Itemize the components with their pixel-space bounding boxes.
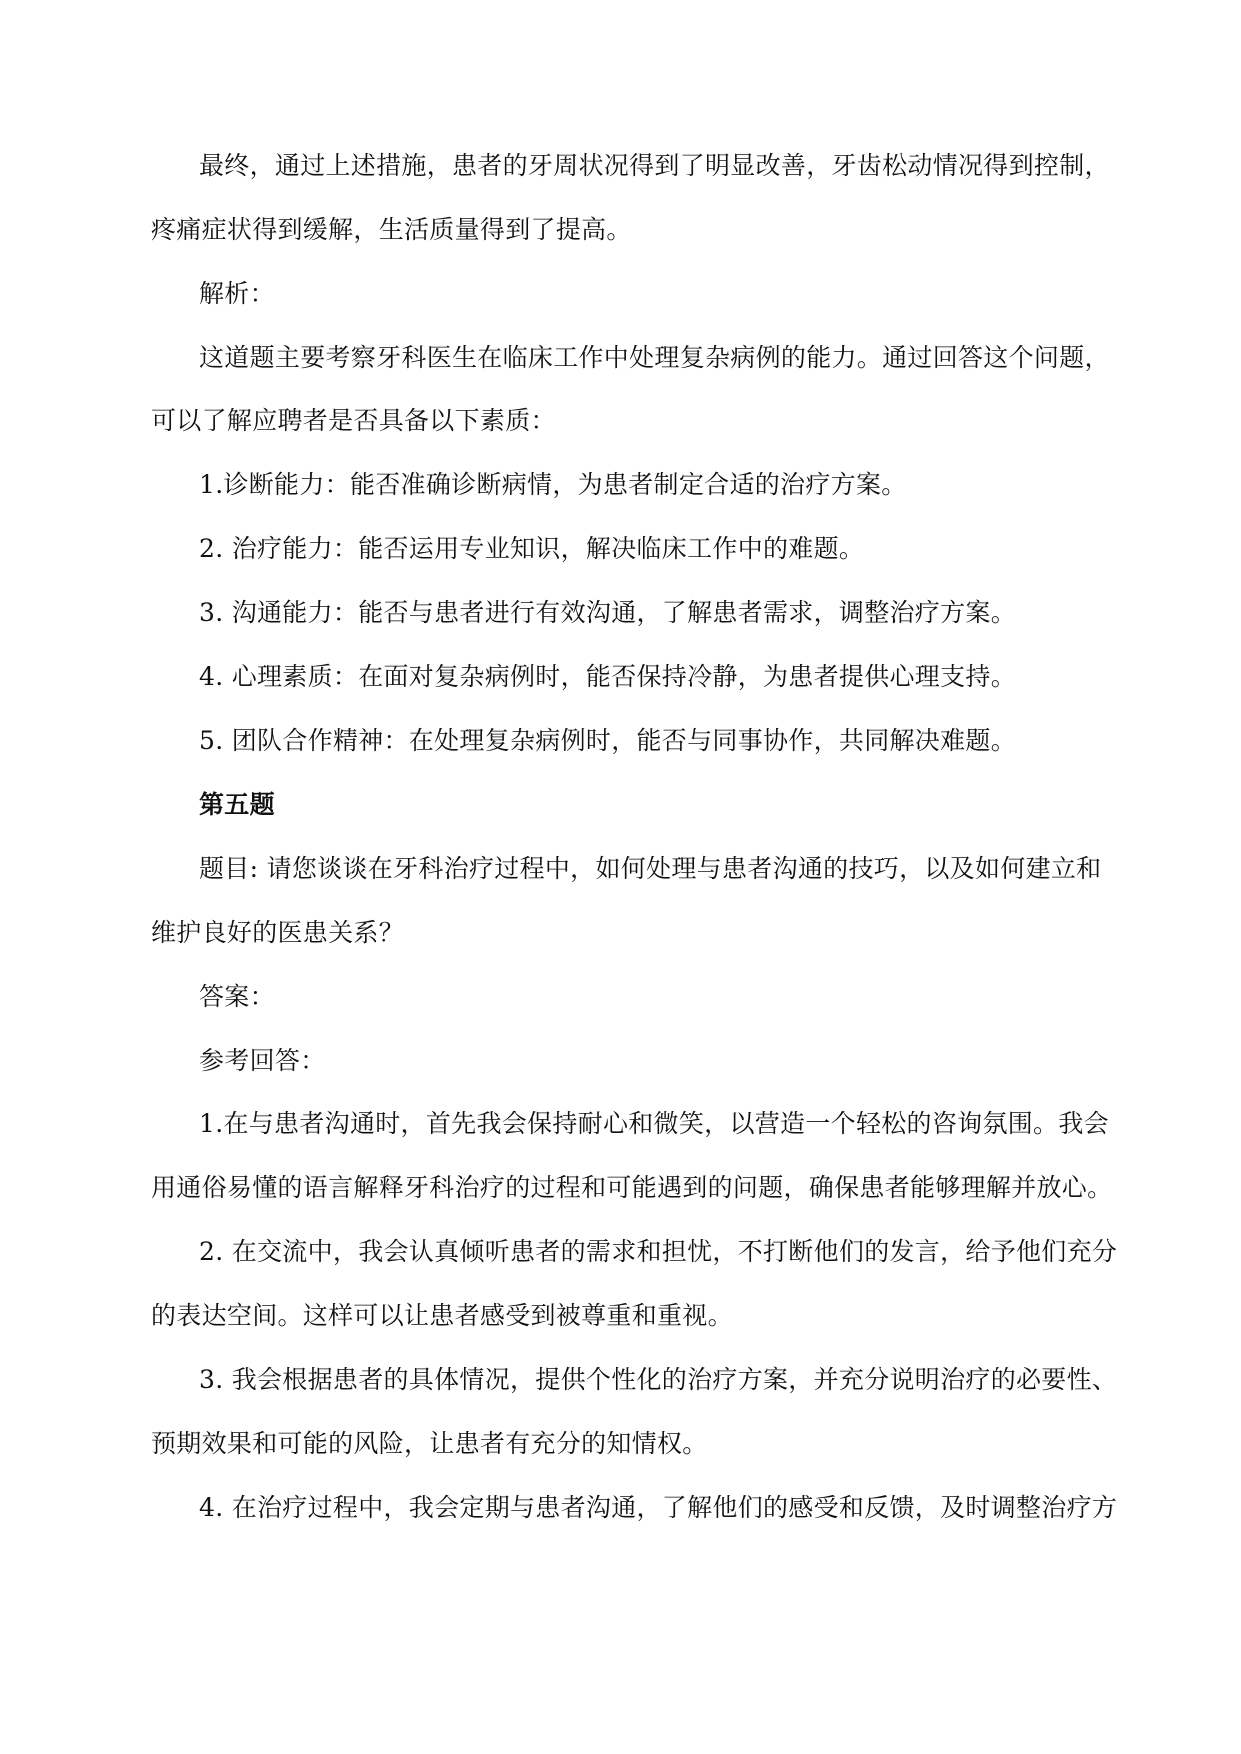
list-item: 4. 在治疗过程中，我会定期与患者沟通，了解他们的感受和反馈，及时调整治疗方 [199, 1493, 1118, 1522]
paragraph-line: 解析： [199, 279, 275, 308]
list-item: 1.在与患者沟通时，首先我会保持耐心和微笑，以营造一个轻松的咨询氛围。我会 [199, 1109, 1109, 1138]
paragraph-line: 预期效果和可能的风险，让患者有充分的知情权。 [151, 1429, 708, 1458]
paragraph-line: 可以了解应聘者是否具备以下素质： [151, 406, 556, 435]
paragraph-line: 题目: 请您谈谈在牙科治疗过程中，如何处理与患者沟通的技巧，以及如何建立和 [199, 854, 1102, 883]
list-item: 5. 团队合作精神：在处理复杂病例时，能否与同事协作，共同解决难题。 [199, 726, 1017, 755]
paragraph-line: 最终，通过上述措施，患者的牙周状况得到了明显改善，牙齿松动情况得到控制， [199, 151, 1110, 180]
section-heading: 第五题 [199, 790, 275, 819]
list-item: 2. 治疗能力：能否运用专业知识，解决临床工作中的难题。 [199, 534, 865, 563]
paragraph-line: 答案： [199, 982, 275, 1011]
paragraph-line: 维护良好的医患关系？ [151, 918, 405, 947]
paragraph-line: 疼痛症状得到缓解，生活质量得到了提高。 [151, 215, 632, 244]
list-item: 3. 我会根据患者的具体情况，提供个性化的治疗方案，并充分说明治疗的必要性、 [199, 1365, 1118, 1394]
list-item: 4. 心理素质：在面对复杂病例时，能否保持冷静，为患者提供心理支持。 [199, 662, 1017, 691]
paragraph-line: 用通俗易懂的语言解释牙科治疗的过程和可能遇到的问题，确保患者能够理解并放心。 [151, 1173, 1113, 1202]
paragraph-line: 的表达空间。这样可以让患者感受到被尊重和重视。 [151, 1301, 733, 1330]
list-item: 1.诊断能力：能否准确诊断病情，为患者制定合适的治疗方案。 [199, 470, 907, 499]
paragraph-line: 这道题主要考察牙科医生在临床工作中处理复杂病例的能力。通过回答这个问题， [199, 343, 1110, 372]
list-item: 2. 在交流中，我会认真倾听患者的需求和担忧，不打断他们的发言，给予他们充分 [199, 1237, 1118, 1266]
paragraph-line: 参考回答： [199, 1046, 326, 1075]
list-item: 3. 沟通能力：能否与患者进行有效沟通，了解患者需求，调整治疗方案。 [199, 598, 1017, 627]
